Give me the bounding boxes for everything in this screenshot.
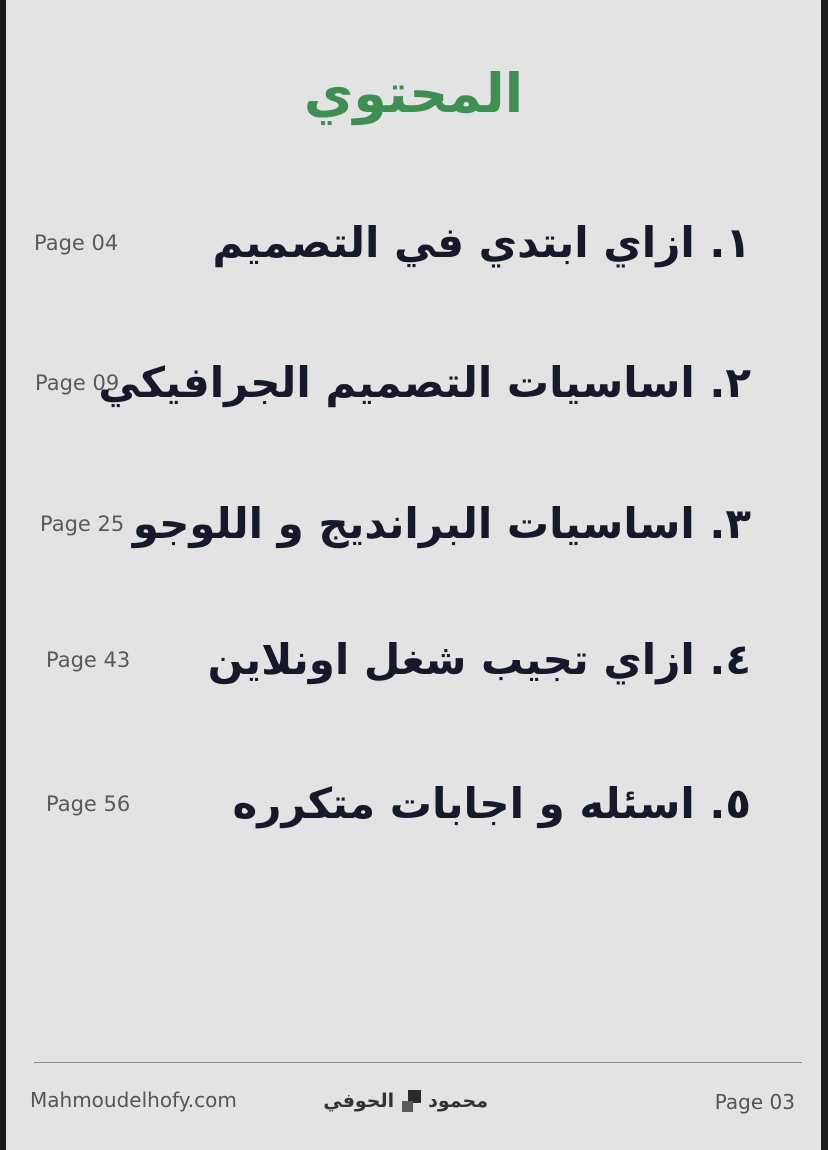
footer-page-number: Page 03 xyxy=(714,1090,795,1114)
toc-item[interactable] xyxy=(6,625,821,695)
footer-divider xyxy=(34,1062,802,1063)
toc-item-page: Page 09 xyxy=(35,371,120,395)
brand-logo-icon xyxy=(400,1090,422,1112)
toc-item-title[interactable]: ٤. ازاي تجيب شغل اونلاين xyxy=(207,635,751,684)
toc-item-page: Page 56 xyxy=(46,792,131,816)
page-title: المحتوي xyxy=(303,62,524,125)
footer-brand xyxy=(323,1086,488,1116)
toc-item[interactable] xyxy=(6,489,821,559)
toc-item-title[interactable]: ٥. اسئله و اجابات متكرره xyxy=(232,779,751,828)
brand-last-name: الحوفي xyxy=(323,1090,395,1112)
toc-item-page: Page 43 xyxy=(46,648,131,672)
toc-item-page: Page 25 xyxy=(40,512,125,536)
toc-item-page: Page 04 xyxy=(34,231,119,255)
toc-item[interactable] xyxy=(6,348,821,418)
footer-website[interactable]: Mahmoudelhofy.com xyxy=(30,1088,237,1112)
toc-item-title[interactable]: ١. ازاي ابتدي في التصميم xyxy=(212,218,751,267)
toc-item[interactable] xyxy=(6,769,821,839)
toc-item-title[interactable]: ٣. اساسيات البرانديج و اللوجو xyxy=(132,499,751,548)
toc-item[interactable] xyxy=(6,208,821,278)
brand-first-name: محمود xyxy=(428,1090,488,1112)
toc-item-title[interactable]: ٢. اساسيات التصميم الجرافيكي xyxy=(98,358,751,407)
document-page xyxy=(6,0,821,1150)
